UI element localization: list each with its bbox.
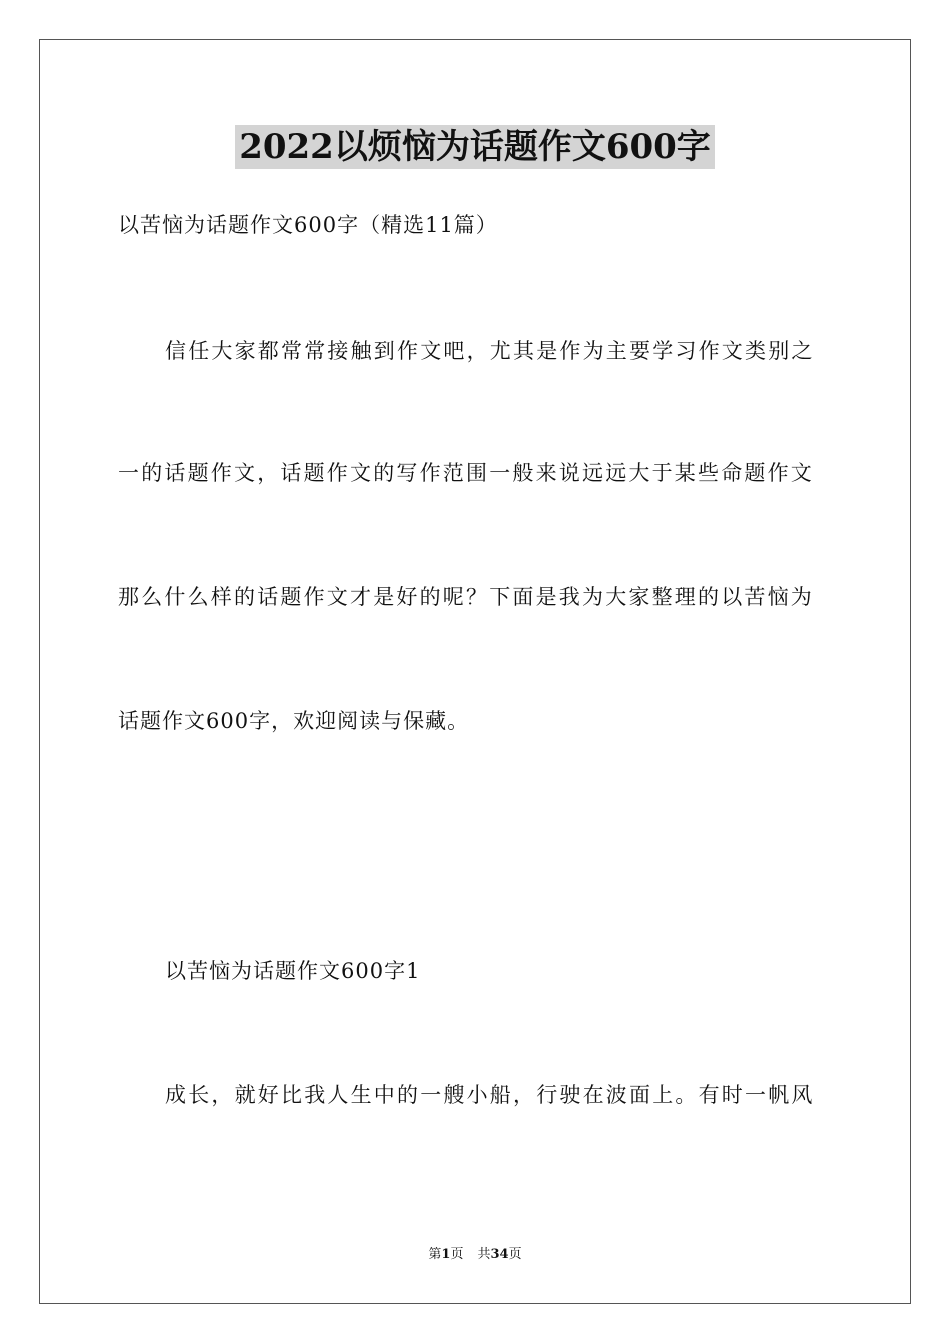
title-container: [0, 125, 950, 169]
section-first-line: 成长，就好比我人生中的一艘小船，行驶在波面上。有时一帆风: [165, 1083, 815, 1107]
paragraph-line-1: 信任大家都常常接触到作文吧，尤其是作为主要学习作文类别之: [165, 339, 815, 363]
document-subtitle: 以苦恼为话题作文600字（精选11篇）: [118, 213, 498, 237]
paragraph-line-4: 话题作文600字，欢迎阅读与保藏。: [118, 709, 470, 733]
page-footer: [0, 1246, 950, 1264]
footer-page-number: 1: [441, 1247, 451, 1262]
section-heading: 以苦恼为话题作文600字1: [165, 959, 421, 983]
footer-page-prefix: 第: [428, 1247, 442, 1262]
document-title: 2022以烦恼为话题作文600字: [235, 125, 715, 169]
paragraph-line-2: 一的话题作文，话题作文的写作范围一般来说远远大于某些命题作文: [118, 461, 814, 485]
paragraph-line-3: 那么什么样的话题作文才是好的呢？下面是我为大家整理的以苦恼为: [118, 585, 814, 609]
footer-total-pages: 34: [490, 1247, 509, 1262]
footer-total-suffix: 页: [508, 1247, 522, 1262]
footer-page-suffix: 页: [450, 1247, 464, 1262]
footer-total-prefix: 共: [477, 1247, 491, 1262]
